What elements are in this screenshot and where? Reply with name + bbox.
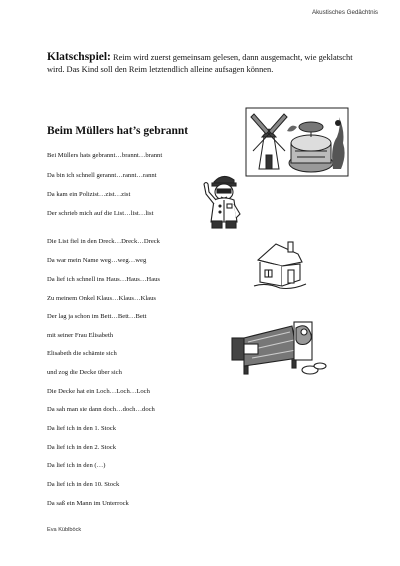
poem-title: Beim Müllers hat’s gebrannt [47, 125, 189, 137]
poem-line: Da war mein Name weg…weg…weg [47, 257, 147, 264]
poem-line: Der lag ja schon im Bett…Bett…Bett [47, 313, 147, 320]
intro-paragraph [47, 52, 367, 75]
house-illustration [252, 238, 308, 290]
intro-text: Reim wird zuerst gemeinsam gelesen, dann ausgemacht, wie geklatscht wird. Das Kind soll den Reim letztendlich alleine aufsagen können. [47, 53, 353, 74]
intro-lead: Klatschspiel: [47, 51, 111, 63]
poem-line: Die List fiel in den Dreck…Dreck…Dreck [47, 238, 160, 245]
poem-line: Da bin ich schnell gerannt…rannt…rannt [47, 172, 157, 179]
poem-line: Der schrieb mich auf die List…list…list [47, 210, 154, 217]
poem-line: Da lief ich schnell ins Haus…Haus…Haus [47, 276, 160, 283]
poem-line: Da lief ich in den (…) [47, 462, 106, 469]
poem-line: Da lief ich in den 10. Stock [47, 481, 120, 488]
poem-line: Bei Müllers hats gebrannt…brannt…brannt [47, 152, 163, 159]
poem-line: Die Decke hat ein Loch…Loch…Loch [47, 388, 150, 395]
policeman-illustration [200, 170, 246, 230]
poem-line: Elisabeth die schämte sich [47, 350, 117, 357]
page-header: Akustisches Gedächtnis [311, 9, 378, 16]
page-footer: Eva Küblböck [47, 527, 82, 533]
poem-line: mit seiner Frau Elisabeth [47, 332, 114, 339]
poem-line: Da saß ein Mann im Unterrock [47, 500, 129, 507]
poem-line: Da sah man sie dann doch…doch…doch [47, 406, 155, 413]
poem-line: Da lief ich in den 2. Stock [47, 444, 117, 451]
poem-line: Da lief ich in den 1. Stock [47, 425, 117, 432]
poem-line: und zog die Decke über sich [47, 369, 122, 376]
bed-illustration [228, 318, 328, 380]
poem-line: Zu meinem Onkel Klaus…Klaus…Klaus [47, 295, 156, 302]
poem-line: Da kam ein Polizist…zist…zist [47, 191, 131, 198]
windmill-fire-illustration [245, 107, 349, 177]
